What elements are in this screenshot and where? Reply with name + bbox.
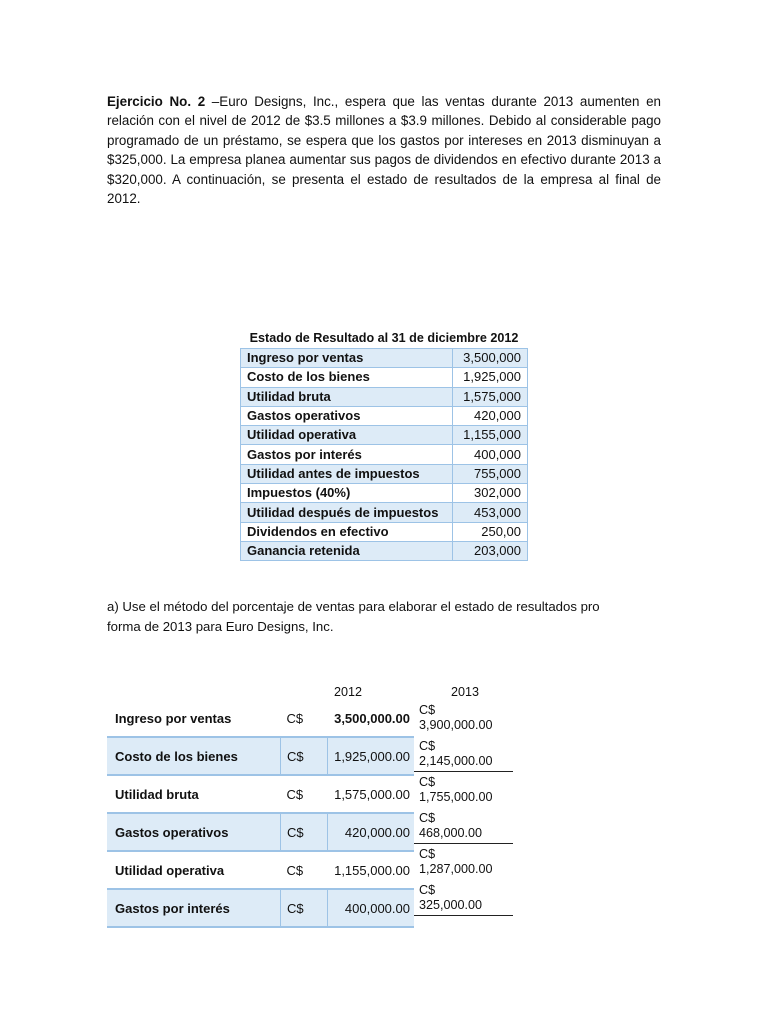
pro-forma-currency-2013: C$ — [419, 775, 436, 789]
income-row-value: 1,925,000 — [453, 368, 528, 387]
pro-forma-row — [107, 737, 414, 775]
pro-forma-row-label: Ingreso por ventas — [115, 710, 232, 726]
income-row-label: Gastos operativos — [241, 406, 453, 425]
intro-text: –Euro Designs, Inc., espera que las ventas durante 2013 aumenten en relación con el nivel de 2012 de $3.5 millones a $3.9 millones. Debido al considerable pago programado de un préstamo, se espera que los gastos por intereses en 2013 disminuyan a $325,000. La empresa planea aumentar sus pagos de dividendos en efectivo durante 2013 a $320,000. A continuación, se presenta el estado de resultados de la empresa al final de 2012. — [107, 94, 661, 207]
pro-forma-value-2013 — [414, 772, 513, 808]
pro-forma-value-2013 — [414, 736, 513, 772]
income-row — [241, 484, 528, 503]
income-row — [241, 503, 528, 522]
income-row — [241, 349, 528, 368]
pro-forma-row — [107, 889, 414, 927]
pro-forma-amount-2013: 325,000.00 — [419, 898, 483, 912]
income-row-label: Utilidad operativa — [241, 426, 453, 445]
income-row-label: Ganancia retenida — [241, 541, 453, 560]
income-row — [241, 541, 528, 560]
income-row — [241, 445, 528, 464]
income-row-value: 400,000 — [453, 445, 528, 464]
income-row-value: 420,000 — [453, 406, 528, 425]
pro-forma-amount-2013: 468,000.00 — [419, 826, 483, 840]
pro-forma-currency-2013: C$ — [419, 739, 436, 753]
pro-forma-row-label: Gastos operativos — [107, 813, 281, 851]
pro-forma-row-label: Utilidad operativa — [115, 862, 225, 878]
pro-forma-currency-2013: C$ — [419, 703, 436, 717]
income-row-label: Ingreso por ventas — [241, 349, 453, 368]
pro-forma-currency: C$ — [281, 737, 328, 775]
exercise-label: Ejercicio No. 2 — [107, 94, 206, 109]
income-row — [241, 406, 528, 425]
pro-forma-currency-2013: C$ — [419, 847, 436, 861]
income-row-label: Costo de los bienes — [241, 368, 453, 387]
pro-forma-value-2012: 1,155,000.00 — [334, 862, 410, 878]
pro-forma-currency: C$ — [286, 710, 304, 726]
income-row-label: Gastos por interés — [241, 445, 453, 464]
pro-forma-value-2012: 420,000.00 — [328, 813, 415, 851]
pro-forma-currency-2013: C$ — [419, 811, 436, 825]
income-row-label: Utilidad antes de impuestos — [241, 464, 453, 483]
pro-forma-value-2013 — [414, 700, 513, 736]
income-row-label: Utilidad bruta — [241, 387, 453, 406]
income-row-value: 755,000 — [453, 464, 528, 483]
income-row-value: 250,00 — [453, 522, 528, 541]
income-row-value: 453,000 — [453, 503, 528, 522]
income-statement-table — [240, 348, 528, 561]
pro-forma-row-label: Utilidad bruta — [115, 786, 199, 802]
pro-forma-table — [107, 700, 414, 928]
pro-forma-value-2013 — [414, 844, 513, 880]
pro-forma-row-label: Costo de los bienes — [107, 737, 281, 775]
income-row-value: 1,155,000 — [453, 426, 528, 445]
pro-forma-amount-2013: 1,755,000.00 — [419, 790, 493, 804]
pro-forma-row — [107, 700, 414, 737]
income-row-label: Utilidad después de impuestos — [241, 503, 453, 522]
intro-paragraph — [107, 92, 661, 208]
income-row — [241, 387, 528, 406]
pro-forma-value-2012: 1,925,000.00 — [328, 737, 415, 775]
pro-forma-amount-2013: 3,900,000.00 — [419, 718, 493, 732]
income-row — [241, 464, 528, 483]
income-row-value: 203,000 — [453, 541, 528, 560]
income-row-label: Dividendos en efectivo — [241, 522, 453, 541]
income-row — [241, 522, 528, 541]
pro-forma-row — [107, 813, 414, 851]
year-2012-header: 2012 — [334, 685, 363, 699]
pro-forma-value-2013 — [414, 880, 513, 916]
pro-forma-value-2012: 400,000.00 — [328, 889, 415, 927]
income-row-value: 1,575,000 — [453, 387, 528, 406]
pro-forma-amount-2013: 1,287,000.00 — [419, 862, 493, 876]
pro-forma-2013-column — [414, 700, 513, 916]
pro-forma-currency-2013: C$ — [419, 883, 436, 897]
pro-forma-value-2012: 3,500,000.00 — [334, 710, 410, 726]
question-a: a) Use el método del porcentaje de ventas para elaborar el estado de resultados pro forma de 2013 para Euro Designs, Inc. — [107, 599, 600, 634]
pro-forma-currency: C$ — [286, 862, 304, 878]
pro-forma-row — [107, 851, 414, 889]
income-row — [241, 368, 528, 387]
income-row-label: Impuestos (40%) — [241, 484, 453, 503]
pro-forma-currency: C$ — [286, 786, 304, 802]
pro-forma-value-2012: 1,575,000.00 — [334, 786, 410, 802]
income-row-value: 3,500,000 — [453, 349, 528, 368]
income-statement-title: Estado de Resultado al 31 de diciembre 2012 — [249, 331, 519, 345]
pro-forma-currency: C$ — [281, 813, 328, 851]
income-row — [241, 426, 528, 445]
pro-forma-currency: C$ — [281, 889, 328, 927]
year-2013-header: 2013 — [451, 685, 480, 699]
pro-forma-amount-2013: 2,145,000.00 — [419, 754, 493, 768]
pro-forma-row-label: Gastos por interés — [107, 889, 281, 927]
income-row-value: 302,000 — [453, 484, 528, 503]
pro-forma-value-2013 — [414, 808, 513, 844]
pro-forma-row — [107, 775, 414, 813]
